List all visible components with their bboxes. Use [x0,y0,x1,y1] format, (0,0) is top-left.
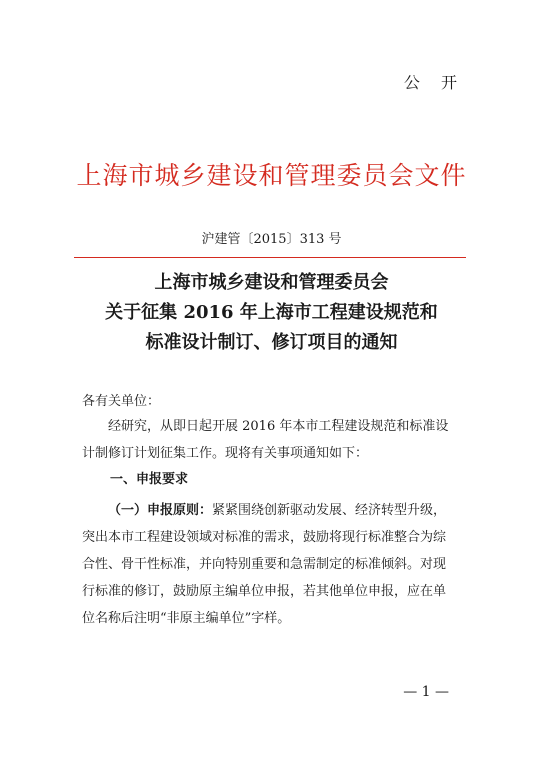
intro-paragraph [82,413,466,467]
title-line: 标准设计制订、修订项目的通知 [145,332,398,353]
paragraph-line: 位名称后注明“非原主编单位”字样。 [82,611,291,626]
document-number: 沪建管〔2015〕313 号 [201,232,342,247]
section-heading: 一、申报要求 [110,472,189,487]
classification-label: 公 开 [403,73,465,92]
paragraph-line [82,497,466,524]
page-number: — 1 — [403,684,449,700]
paragraph-line: 行标准的修订，鼓励原主编单位申报，若其他单位申报，应在单 [82,584,447,599]
addressee: 各有关单位： [82,394,161,409]
item-lead: （一）申报原则： [108,503,213,518]
red-divider-line [74,257,466,258]
paragraph-line: 计制修订计划征集工作。现将有关事项通知如下： [82,446,369,461]
paragraph-line: 合性、骨干性标准，并向特别重要和急需制定的标准倾斜。对现 [82,557,447,572]
issuer-header: 上海市城乡建设和管理委员会文件 [76,161,467,190]
paragraph-line: 经研究，从即日起开展 2016 年本市工程建设规范和标准设 [108,419,449,434]
title-line: 上海市城乡建设和管理委员会 [154,272,389,293]
item-paragraph [82,497,466,632]
item-text: 紧紧围绕创新驱动发展、经济转型升级， [212,503,447,518]
paragraph-line: 突出本市工程建设领域对标准的需求，鼓励将现行标准整合为综 [82,530,447,545]
title-line: 关于征集 2016 年上海市工程建设规范和 [105,302,438,323]
document-title [0,268,543,358]
